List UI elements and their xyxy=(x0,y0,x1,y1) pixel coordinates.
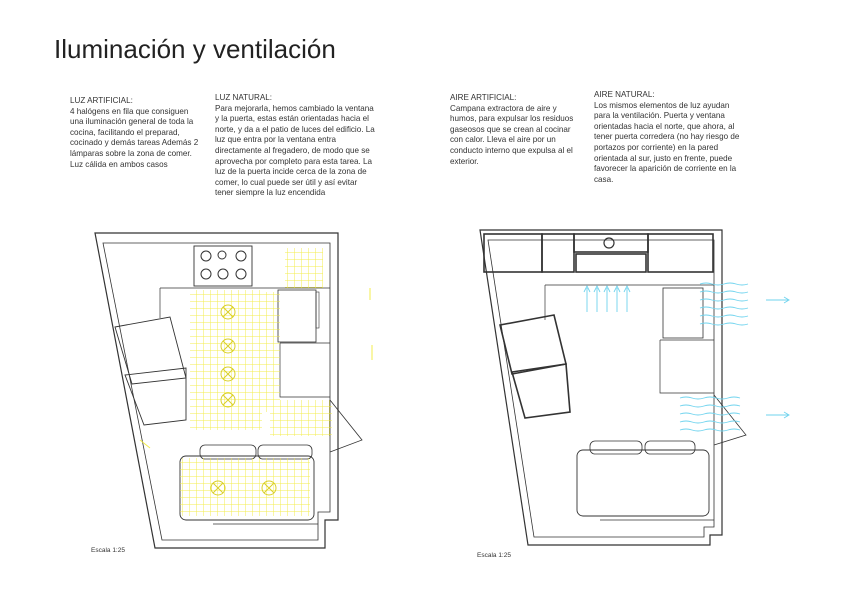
luz-natural-heading: LUZ NATURAL: xyxy=(215,93,272,102)
left-plan-scale: Escala 1:25 xyxy=(91,547,125,554)
luz-natural-text: Para mejorarla, hemos cambiado la ventana y la puerta, estas están orientadas hacia el norte, y da a el patio de luces del edificio. La luz que entra por la ventana entra directamente al fregadero, de modo que se aprovecha por completo para esta tarea. La luz de la puerta incide cerca de la zona de comer, lo cual puede ser útil y así evitar tener siempre la luz encendida xyxy=(215,103,375,198)
left-counter-top xyxy=(115,317,186,384)
aire-artificial-text: Campana extractora de aire y humos, para expulsar los residuos gaseosos que se crean al cocinar con calor. Lleva el aire por un conducto interno que expulsa al el exterior. xyxy=(450,103,574,166)
aire-artificial-heading: AIRE ARTIFICIAL: xyxy=(450,93,517,102)
sink-counter xyxy=(278,290,316,342)
luz-artificial-heading: LUZ ARTIFICIAL: xyxy=(70,96,133,105)
luz-artificial-text: 4 halógens en fila que consiguen una iluminación general de toda la cocina, facilitando el preparad, cocinado y demás tareas Además 2 lámparas sobre la zona de comer. Luz cálida en ambos casos xyxy=(70,106,199,169)
ventilation-plan xyxy=(480,230,746,545)
dining-table-right xyxy=(577,450,709,516)
aire-natural-heading: AIRE NATURAL: xyxy=(594,90,655,99)
hood-top xyxy=(574,234,648,252)
left-counter-bottom xyxy=(125,368,186,425)
aire-natural-text: Los mismos elementos de luz ayudan para la ventilación. Puerta y ventana orientadas hacia el norte, que ahora, al tener puerta corredera (no hay riesgo de portazos por corriente) en la pared orientada al sur, justo en frente, puede favorecer la aparición de corriente en la casa. xyxy=(594,100,740,184)
air-flow xyxy=(584,283,789,431)
page-title: Iluminación y ventilación xyxy=(54,34,336,64)
right-plan-scale: Escala 1:25 xyxy=(477,552,511,559)
extractor-hood xyxy=(576,254,646,272)
sink xyxy=(663,288,703,338)
